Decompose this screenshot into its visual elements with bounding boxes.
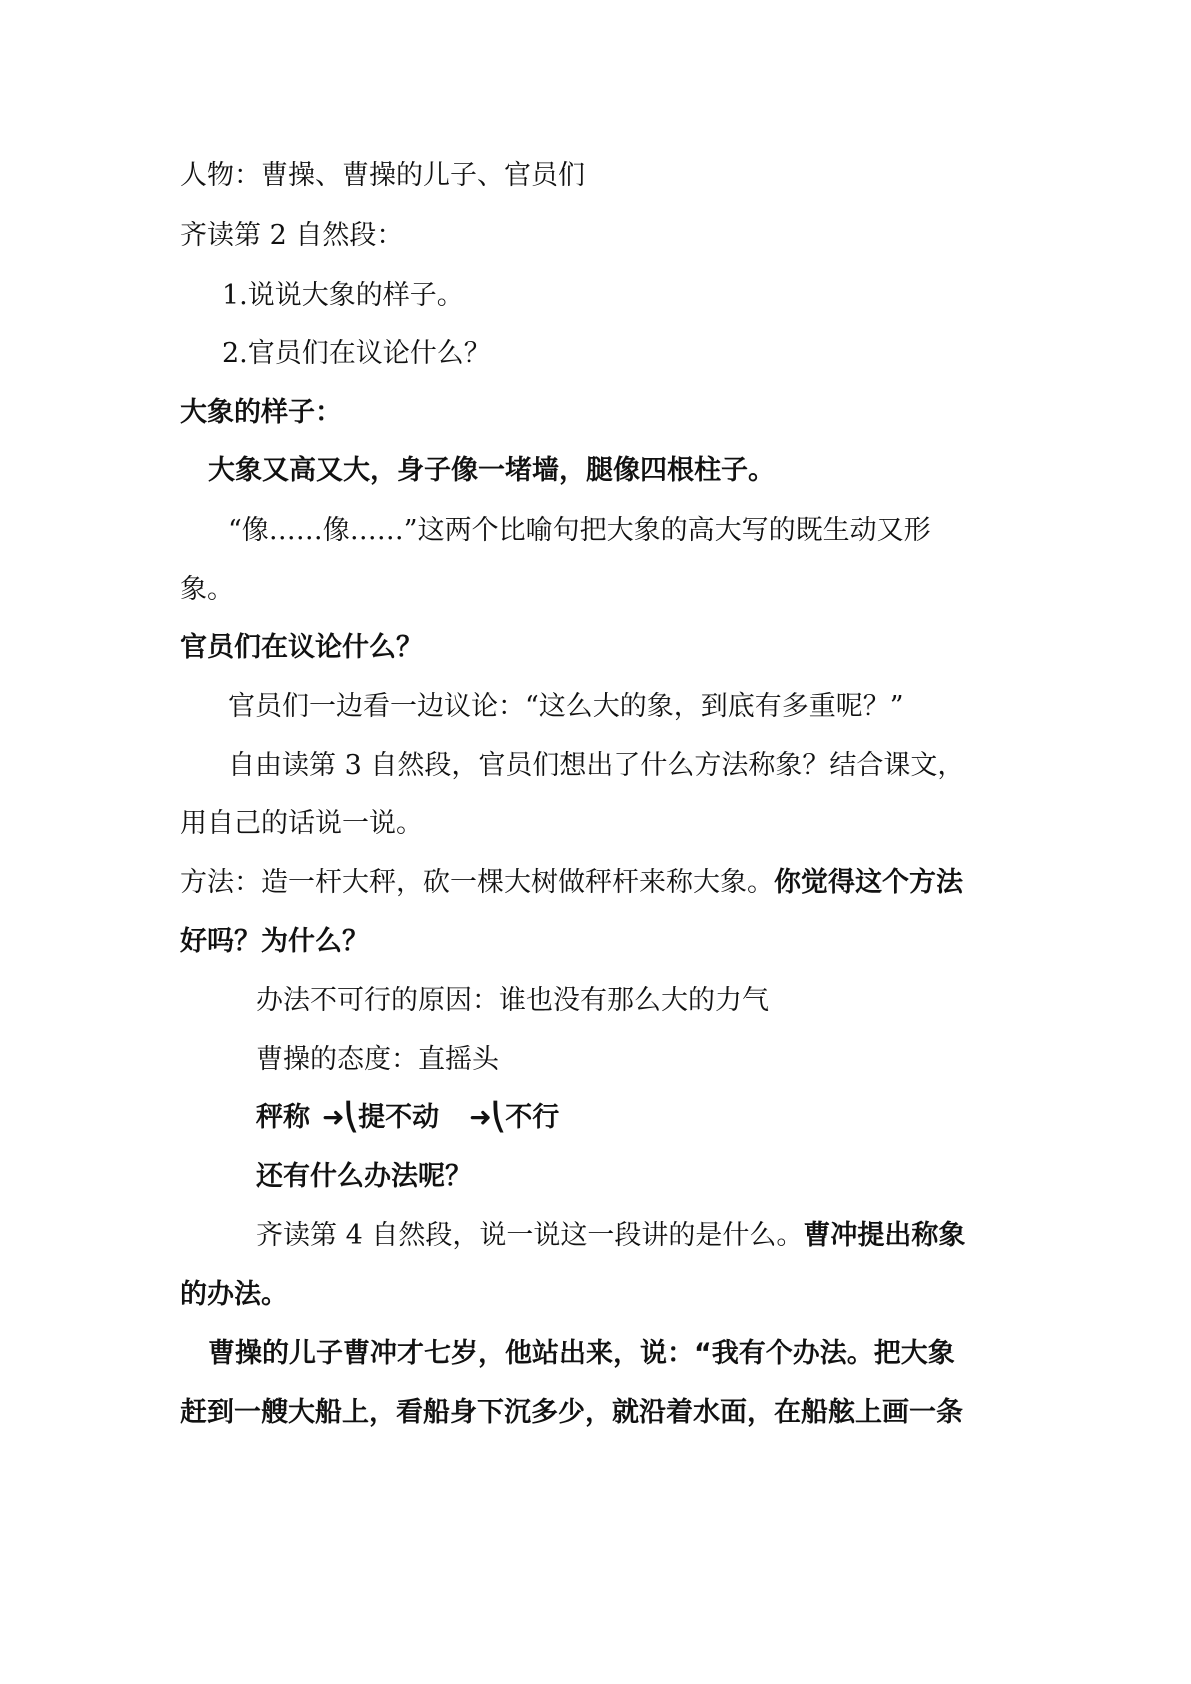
right-arrow-icon: ➜⎝: [469, 1102, 506, 1133]
other-methods-question: 还有什么办法呢？: [256, 1161, 472, 1192]
heading-officials-discussion: 官员们在议论什么？: [180, 632, 423, 663]
paragraph-4-summary: 曹冲提出称象: [803, 1220, 966, 1251]
method-description: 方法：造一杆大秤，砍一棵大树做秤杆来称大象。: [180, 867, 774, 898]
simile-explanation-line-2: 象。: [180, 574, 234, 605]
flow-step-cannot-lift: 提不动: [358, 1102, 440, 1133]
elephant-description: 大象又高又大，身子像一堵墙，腿像四根柱子。: [208, 455, 775, 486]
method-line: [180, 863, 963, 903]
cao-chong-text-line-1: 曹操的儿子曹冲才七岁，他站出来，说：“我有个办法。把大象: [208, 1338, 955, 1369]
simile-explanation-line-1: “像……像……”这两个比喻句把大象的高大写的既生动又形: [228, 515, 931, 546]
cao-chong-text-line-2: 赶到一艘大船上，看船身下沉多少，就沿着水面，在船舷上画一条: [180, 1397, 963, 1428]
paragraph-4-line: [256, 1216, 965, 1256]
discussion-quote: 官员们一边看一边议论：“这么大的象，到底有多重呢？”: [228, 691, 904, 722]
paragraph-4-summary-line-2: 的办法。: [180, 1279, 288, 1310]
heading-elephant-appearance: 大象的样子：: [180, 397, 342, 428]
right-arrow-icon: ➜⎝: [322, 1102, 359, 1133]
flow-step-scale: 秤称: [256, 1102, 310, 1133]
attitude-line: 曹操的态度：直摇头: [256, 1044, 499, 1075]
paragraph-4-prompt: 齐读第 4 自然段，说一说这一段讲的是什么。: [256, 1220, 804, 1251]
paragraph-3-prompt-line-2: 用自己的话说一说。: [180, 808, 423, 839]
reasoning-flow: [256, 1098, 559, 1138]
paragraph-3-prompt-line-1: 自由读第 3 自然段，官员们想出了什么方法称象？结合课文，: [228, 750, 965, 781]
flow-step-not-feasible: 不行: [505, 1102, 560, 1133]
method-question-line-2: 好吗？为什么？: [180, 926, 369, 957]
characters-line: 人物：曹操、曹操的儿子、官员们: [180, 160, 585, 191]
question-1: 1.说说大象的样子。: [222, 280, 464, 311]
reason-line: 办法不可行的原因：谁也没有那么大的力气: [256, 985, 769, 1016]
read-paragraph-2: 齐读第 2 自然段：: [180, 220, 404, 251]
question-2: 2.官员们在议论什么？: [222, 338, 491, 369]
method-question: 你觉得这个方法: [774, 867, 963, 898]
